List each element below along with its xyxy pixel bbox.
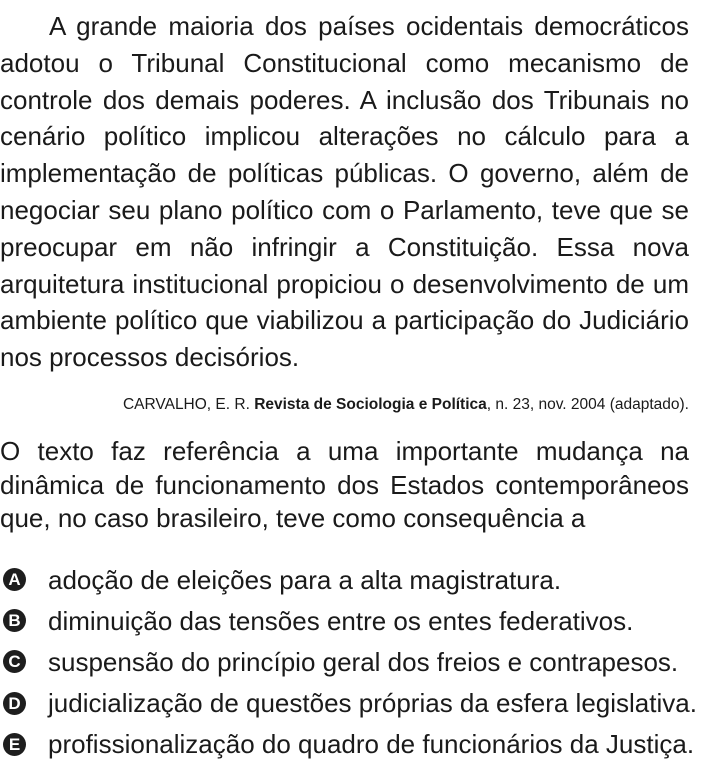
option-d-letter-icon: D	[3, 692, 26, 715]
option-a[interactable]	[0, 559, 701, 600]
option-b[interactable]	[0, 600, 701, 641]
passage-text: A grande maioria dos países ocidentais democráticos adotou o Tribunal Constitucional como mecanismo de controle dos demais poderes. A inclusão dos Tribunais no cenário político implicou alterações no cálculo para a implementação de políticas públicas. O governo, além de negociar seu plano político com o Parlamento, teve que se preocupar em não infringir a Constituição. Essa nova arquitetura institucional propiciou o desenvolvimento de um ambiente político que viabilizou a participação do Judiciário nos processos decisórios.	[0, 11, 689, 373]
option-a-text: adoção de eleições para a alta magistratura.	[48, 564, 562, 595]
option-d[interactable]	[0, 683, 701, 724]
option-e[interactable]	[0, 724, 701, 765]
option-e-text: profissionalização do quadro de funcionários da Justiça.	[48, 729, 695, 760]
citation-details: , n. 23, nov. 2004 (adaptado).	[486, 396, 689, 413]
answer-options	[0, 559, 701, 765]
citation-journal: Revista de Sociologia e Política	[254, 396, 487, 413]
option-c-letter-icon: C	[3, 650, 26, 673]
citation	[123, 395, 689, 415]
option-d-text: judicialização de questões próprias da esfera legislativa.	[48, 688, 697, 719]
option-b-letter-icon: B	[3, 609, 26, 632]
option-a-letter-icon: A	[3, 568, 26, 591]
option-c[interactable]	[0, 641, 701, 682]
citation-author: CARVALHO, E. R.	[122, 396, 255, 413]
option-c-text: suspensão do princípio geral dos freios e contrapesos.	[48, 646, 679, 677]
option-e-letter-icon: E	[3, 733, 26, 756]
option-b-text: diminuição das tensões entre os entes federativos.	[48, 605, 634, 636]
question-prompt: O texto faz referência a uma importante mudança na dinâmica de funcionamento dos Estados contemporâneos que, no caso brasileiro, teve como consequência a	[0, 436, 689, 533]
